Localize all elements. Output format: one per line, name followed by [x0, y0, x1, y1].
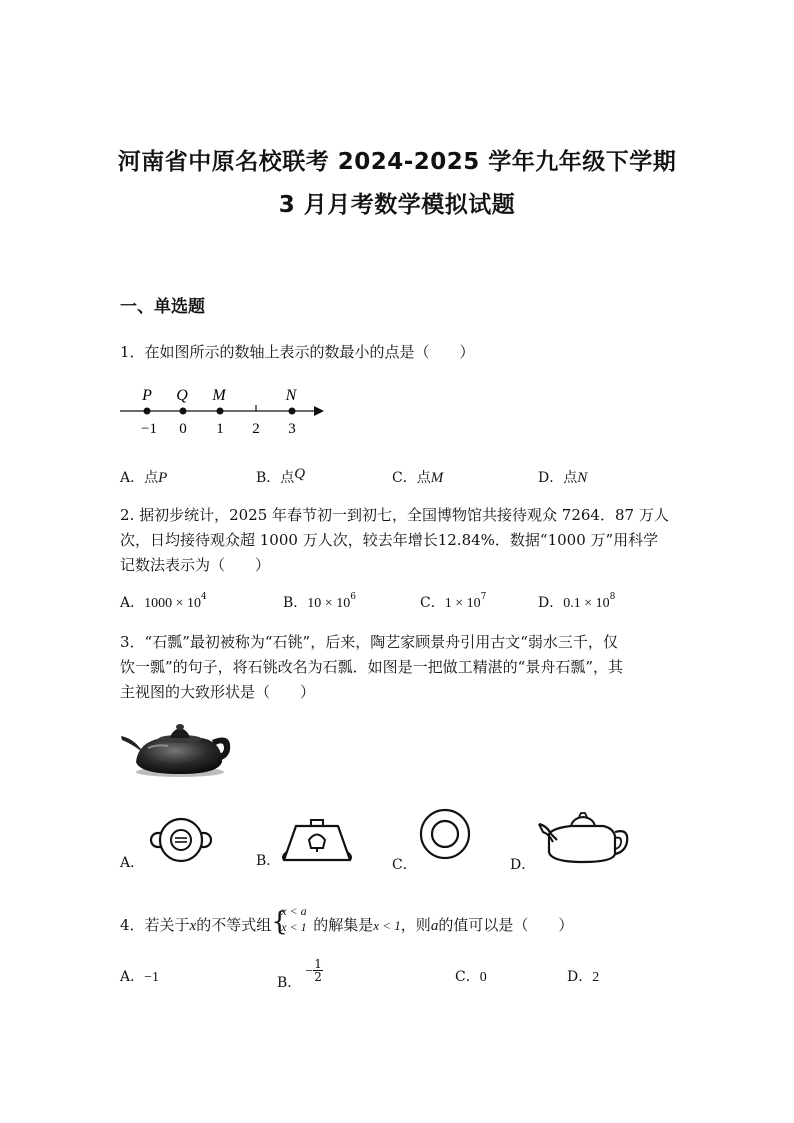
q1-option-c[interactable] [392, 467, 443, 487]
question-2-line-1: 2. 据初步统计，2025 年春节初一到初七，全国博物馆共接待观众 7264．87 万人 [120, 506, 669, 524]
question-2-line-2: 次，日均接待观众超 1000 万人次，较去年增长12.84%．数据“1000 万”用科学 [120, 531, 659, 549]
point-m-dot [217, 408, 224, 415]
q4-mid: 的不等式组 [196, 916, 272, 934]
q4-tail: 的值可以是（ ） [438, 916, 574, 934]
fraction-denominator: 2 [314, 970, 322, 984]
fraction-numerator: 1 [314, 957, 322, 971]
option-exponent: 6 [350, 592, 356, 603]
question-2-line-3: 记数法表示为（ ） [120, 556, 271, 574]
option-letter: B．点 [256, 470, 295, 486]
option-value: − [305, 963, 314, 979]
option-letter: A． [120, 969, 145, 985]
point-q-label: Q [176, 387, 188, 404]
option-letter: C．点 [392, 470, 431, 486]
option-letter: B． [277, 974, 302, 991]
system-line-2: x < 1 [281, 920, 307, 934]
q4-option-d[interactable] [567, 966, 599, 986]
q3-option-b[interactable]: B． [256, 853, 281, 869]
option-value: 2 [592, 970, 600, 985]
q2-option-b[interactable] [283, 592, 356, 612]
q1-option-a[interactable] [120, 467, 167, 487]
q4-solution: x < 1 [373, 918, 401, 933]
q2-option-d[interactable] [538, 592, 615, 612]
tick-label: 3 [288, 421, 296, 437]
point-p-label: P [142, 387, 152, 404]
q4-after: 的解集是 [313, 916, 374, 934]
point-m-label: M [212, 387, 226, 404]
option-letter: D． [567, 969, 593, 985]
option-base: 0.1 × 10 [563, 596, 610, 611]
option-base: 1000 × 10 [144, 596, 202, 611]
point-n-dot [289, 408, 296, 415]
q4-variable: x [189, 918, 197, 934]
q4-prefix: 4．若关于 [120, 916, 190, 934]
point-n-label: N [285, 387, 297, 404]
option-fraction [313, 958, 323, 983]
option-base: 1 × 10 [444, 596, 481, 611]
option-value: N [577, 470, 588, 486]
q4-param: a [430, 918, 439, 934]
option-a-view-icon [148, 816, 214, 864]
option-letter: D．点 [538, 470, 578, 486]
option-letter: C． [420, 595, 445, 611]
q2-option-a[interactable] [120, 592, 207, 612]
q4-comma: ，则 [400, 916, 431, 934]
q2-option-c[interactable] [420, 592, 486, 612]
point-p-dot [144, 408, 151, 415]
q4-option-b[interactable] [277, 957, 323, 991]
option-letter: B． [283, 595, 308, 611]
q1-option-d[interactable] [538, 467, 587, 487]
question-4-stem [120, 904, 720, 939]
page-title: 河南省中原名校联考 2024-2025 学年九年级下学期 [117, 149, 677, 175]
option-exponent: 4 [201, 592, 207, 603]
option-value: M [430, 470, 444, 486]
option-b-view-icon [279, 816, 355, 864]
option-letter: C． [455, 969, 480, 985]
system-line-1: x < a [281, 904, 307, 918]
option-base: 10 × 10 [307, 596, 351, 611]
q4-option-c[interactable] [455, 966, 487, 986]
option-c-view-icon [418, 807, 472, 861]
q3-option-c[interactable]: C． [392, 857, 417, 873]
q3-option-d[interactable]: D． [510, 857, 536, 873]
option-d-view-icon [537, 812, 631, 866]
tick-label: 2 [252, 421, 260, 437]
option-value: −1 [144, 970, 160, 985]
option-value: 0 [479, 970, 487, 985]
question-3-line-3: 主视图的大致形状是（ ） [120, 683, 316, 701]
teapot-photo [118, 718, 238, 780]
option-letter: D． [538, 595, 564, 611]
tick-label: 1 [216, 421, 224, 437]
option-exponent: 7 [480, 592, 487, 603]
q4-option-a[interactable] [120, 966, 159, 986]
option-value: P [158, 470, 168, 486]
option-value: Q [294, 466, 306, 482]
tick-label: −1 [141, 421, 157, 437]
question-1-stem: 1．在如图所示的数轴上表示的数最小的点是（ ） [120, 343, 475, 361]
q3-option-a[interactable]: A． [120, 855, 145, 871]
option-letter: A．点 [120, 470, 159, 486]
option-letter: A． [120, 595, 145, 611]
question-3-line-1: 3．“石瓢”最初被称为“石铫”，后来，陶艺家顾景舟引用古文“弱水三千，仅 [120, 633, 618, 651]
tick-label: 0 [179, 421, 187, 437]
q1-option-b[interactable] [256, 467, 305, 487]
point-q-dot [180, 408, 187, 415]
question-3-line-2: 饮一瓢”的句子，将石铫改名为石瓢．如图是一把做工精湛的“景舟石瓢”，其 [120, 658, 624, 676]
section-heading: 一、单选题 [120, 297, 205, 317]
page-subtitle: 3 月月考数学模拟试题 [278, 192, 516, 218]
option-exponent: 8 [609, 592, 616, 603]
system-brace: { [271, 907, 288, 937]
q4-system [271, 904, 313, 937]
